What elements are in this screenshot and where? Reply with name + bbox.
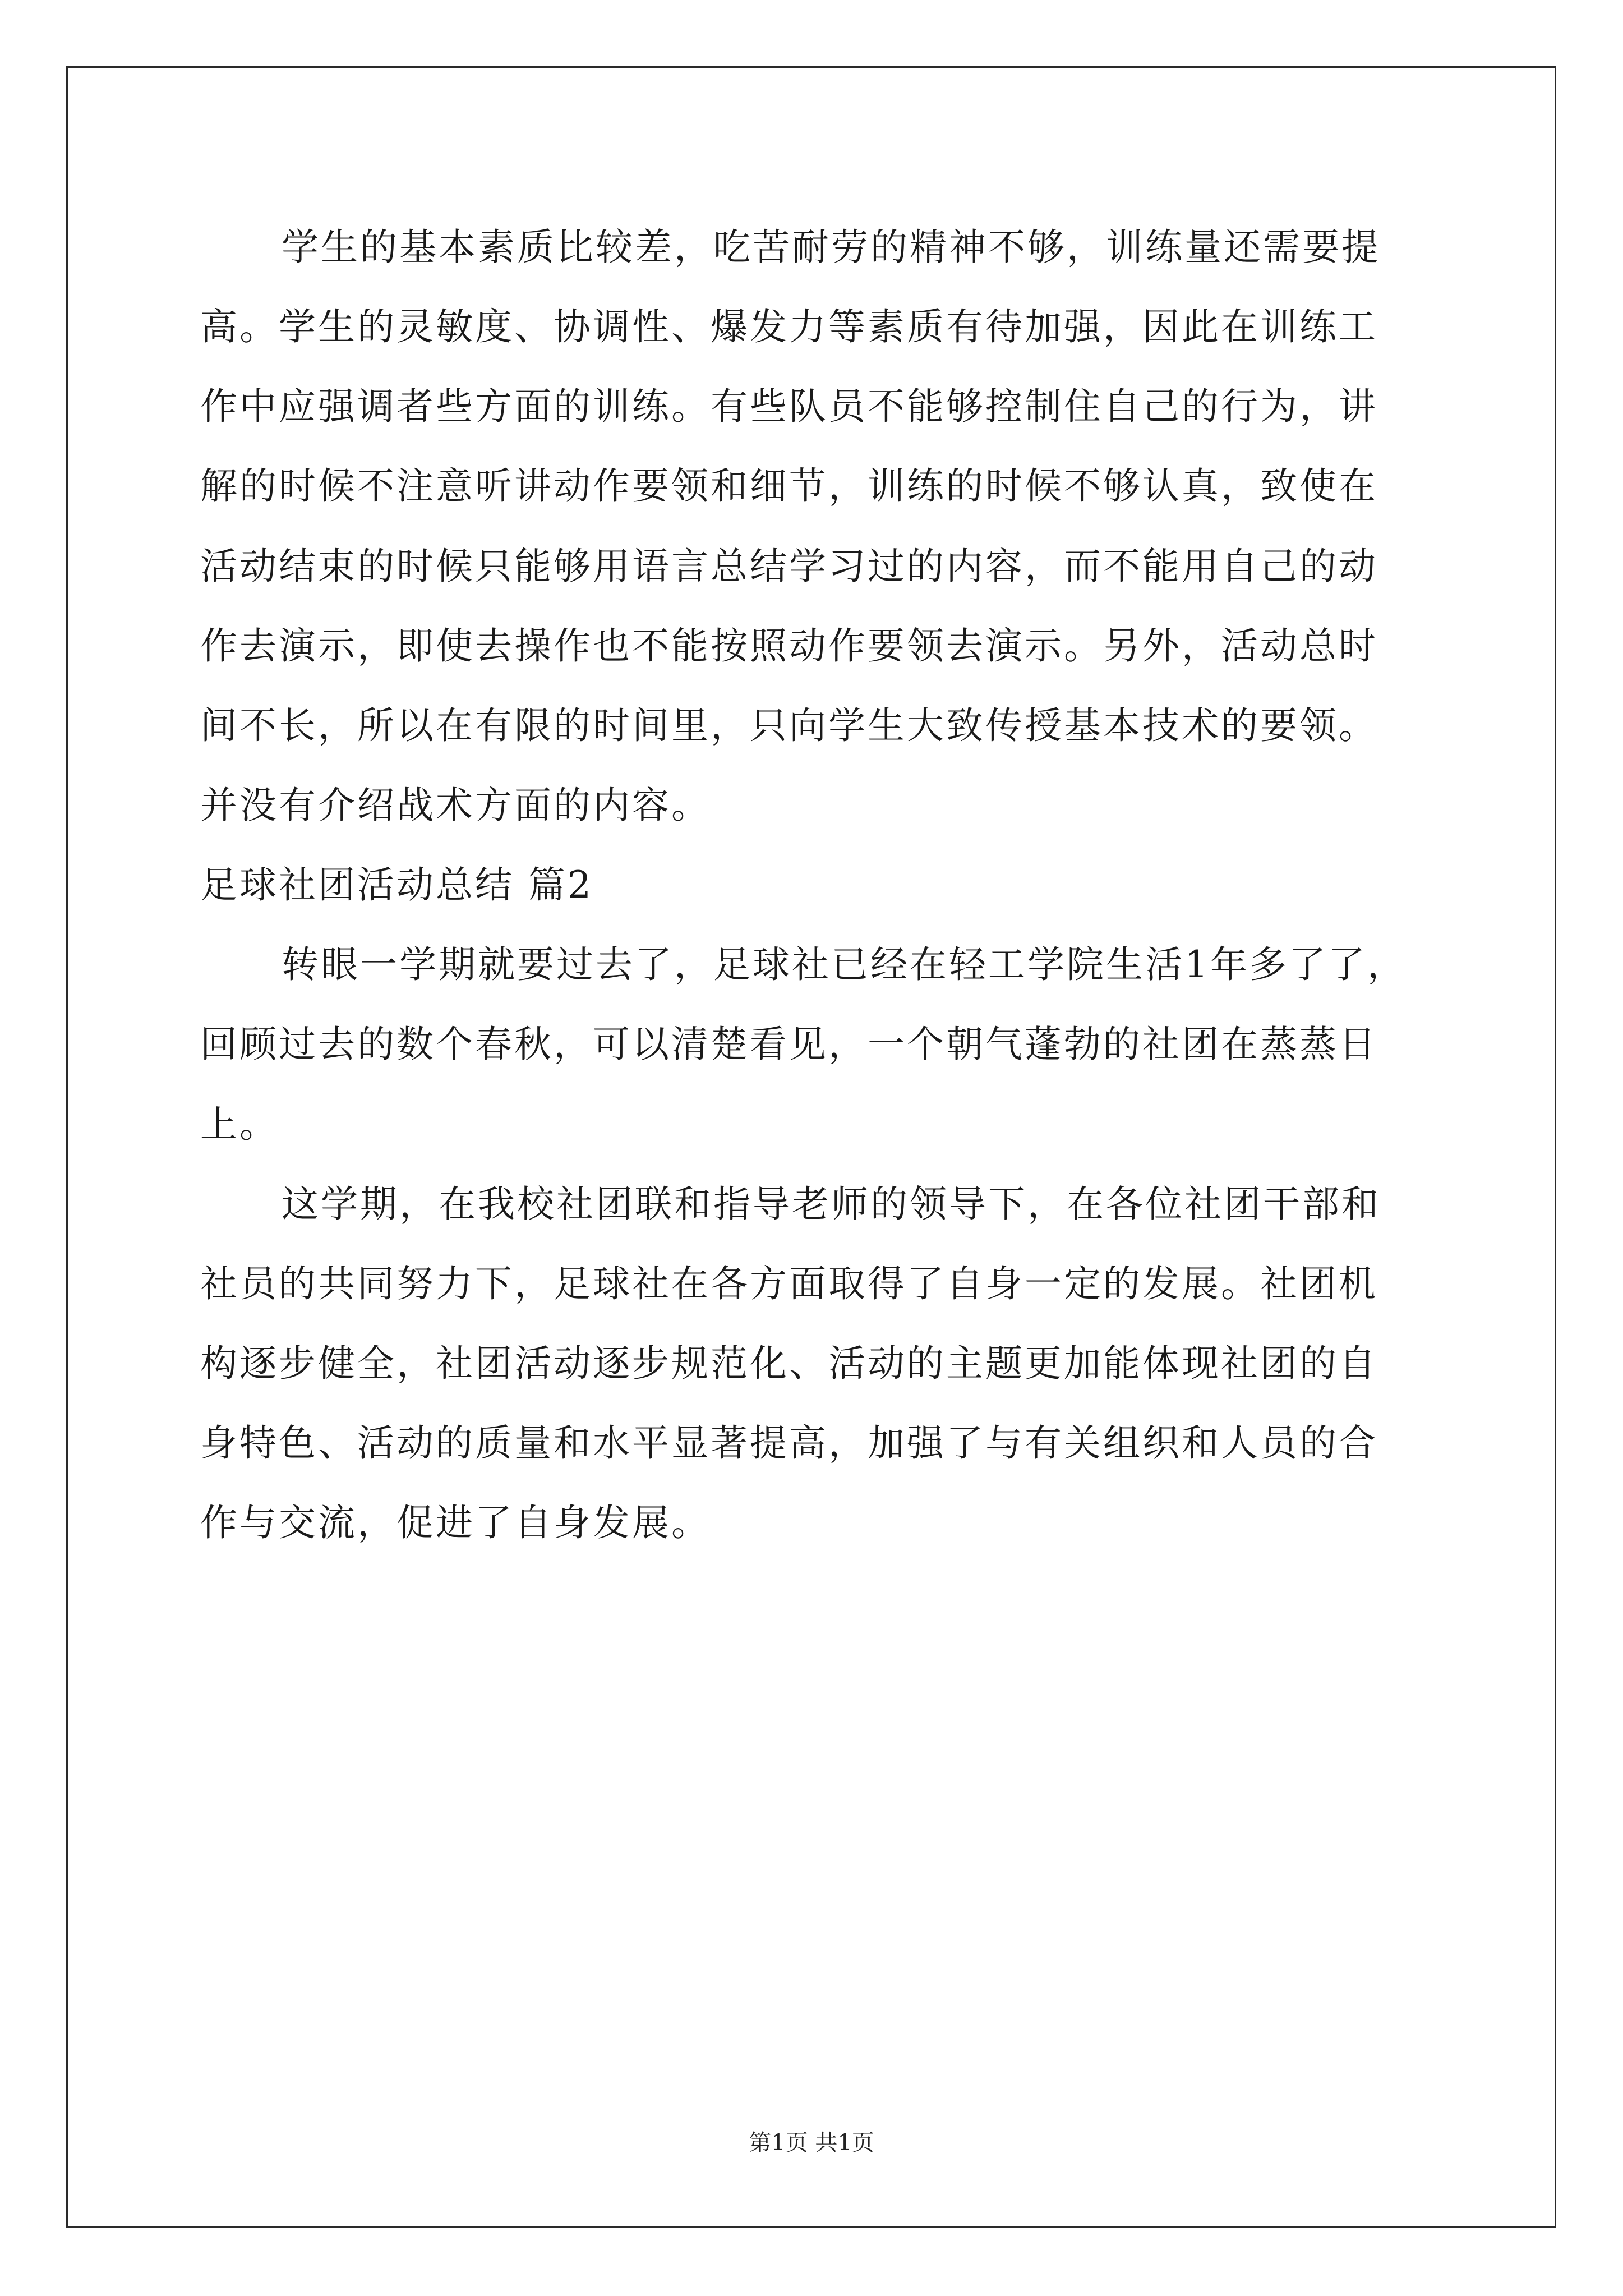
paragraph-line: 作中应强调者些方面的训练。有些队员不能够控制住自己的行为，讲	[200, 385, 1378, 428]
paragraph-line: 转眼一学期就要过去了，足球社已经在轻工学院生活1年多了了，	[282, 943, 1407, 986]
paragraph-line: 高。学生的灵敏度、协调性、爆发力等素质有待加强，因此在训练工	[200, 305, 1378, 348]
paragraph-line: 作去演示，即使去操作也不能按照动作要领去演示。另外，活动总时	[200, 624, 1378, 668]
paragraph-line: 上。	[200, 1103, 279, 1146]
paragraph-line: 回顾过去的数个春秋，可以清楚看见，一个朝气蓬勃的社团在蒸蒸日	[200, 1023, 1378, 1066]
paragraph-line: 这学期，在我校社团联和指导老师的领导下，在各位社团干部和	[282, 1182, 1381, 1226]
paragraph-line: 并没有介绍战术方面的内容。	[200, 784, 711, 827]
paragraph-line: 作与交流，促进了自身发展。	[200, 1501, 711, 1544]
paragraph-line: 学生的基本素质比较差，吃苦耐劳的精神不够，训练量还需要提	[282, 226, 1381, 269]
paragraph-line: 间不长，所以在有限的时间里，只向学生大致传授基本技术的要领。	[200, 704, 1378, 747]
paragraph-line: 活动结束的时候只能够用语言总结学习过的内容，而不能用自己的动	[200, 545, 1378, 588]
section-heading: 足球社团活动总结 篇2	[200, 863, 593, 907]
paragraph-line: 身特色、活动的质量和水平显著提高，加强了与有关组织和人员的合	[200, 1421, 1378, 1465]
paragraph-line: 解的时候不注意听讲动作要领和细节，训练的时候不够认真，致使在	[200, 464, 1378, 508]
page-number-footer: 第1页 共1页	[749, 2130, 874, 2156]
paragraph-line: 构逐步健全，社团活动逐步规范化、活动的主题更加能体现社团的自	[200, 1342, 1378, 1385]
paragraph-line: 社员的共同努力下，足球社在各方面取得了自身一定的发展。社团机	[200, 1262, 1378, 1305]
